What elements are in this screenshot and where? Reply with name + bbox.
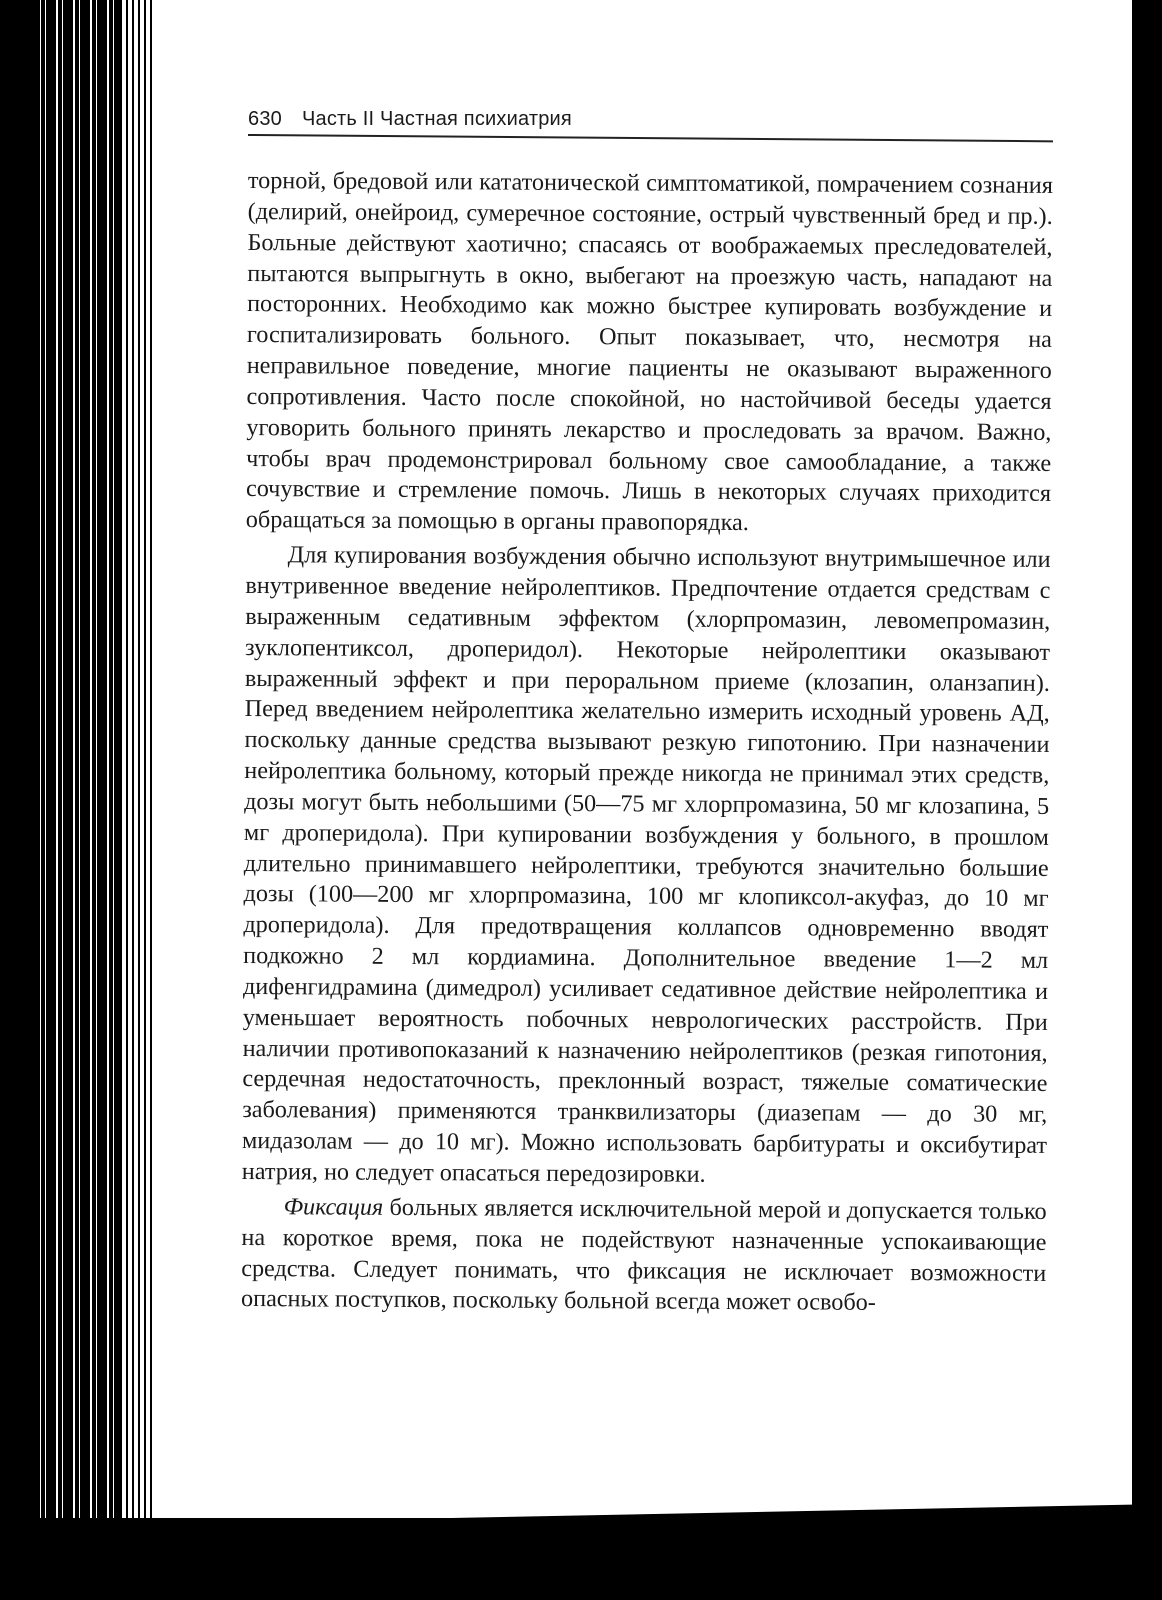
running-header (248, 108, 1048, 131)
paragraph-3 (241, 1192, 1047, 1320)
paragraph-3-text: больных является исключительной мерой и допускается только на короткое время, пока не подействуют назначенные успокаивающие средства. Следует понимать, что фиксация не исключает возможности опасных поступков, поскольку больной всегда может освобо- (240, 1193, 1047, 1317)
paragraph-2: Для купирования возбуждения обычно используют внутримышечное или внутривенное введение нейролептиков. Предпочтение отдается средствам с выраженным седативным эффектом (хлорпромазин, левомепромазин, зуклопентиксол, дроперидол). Некоторые нейролептики оказывают выраженный эффект и при пероральном приеме (клозапин, оланзапин). Перед введением нейролептика желательно измерить исходный уровень АД, поскольку данные средства вызывают резкую гипотонию. При назначении нейролептика больному, который прежде никогда не принимал этих средств, дозы могут быть небольшими (50—75 мг хлорпромазина, 50 мг клозапина, 5 мг дроперидола). При купировании возбуждения у больного, в прошлом длительно принимавшего нейролептики, требуются значительно большие дозы (100—200 мг хлорпромазина, 100 мг клопиксол-акуфаз, до 10 мг дроперидола). Для предотвращения коллапсов одновременно вводят подкожно 2 мл кордиамина. Дополнительное введение 1—2 мл дифенгидрамина (димедрол) усиливает седативное действие нейролептика и уменьшает вероятность побочных неврологических расстройств. При наличии противопоказаний к назначению нейролептиков (резкая гипотония, сердечная недостаточность, преклонный возраст, тяжелые соматические заболевания) применяются транквилизаторы (диазепам — до 30 мг, мидазолам — до 10 мг). Можно использовать барбитураты и оксибутират натрия, но следует опасаться передозировки. (241, 541, 1051, 1188)
page-number: 630 (248, 108, 282, 130)
page-body (241, 166, 1053, 1320)
book-edge-left-fade (120, 0, 154, 1600)
paragraph-1: торной, бредовой или кататонической симптоматикой, помрачением сознания (делирий, онейроид, сумеречное состояние, острый чувственный бред и пр.). Больные действуют хаотично; спасаясь от воображаемых преследователей, пытаются выпрыгнуть в окно, выбегают на проезжую часть, нападают на посторонних. Необходимо как можно быстрее купировать возбуждение и госпитализировать больного. Опыт показывает, что, несмотря на неправильное поведение, многие пациенты не оказывают выраженного сопротивления. Часто после спокойной, но настойчивой беседы удается уговорить больного принять лекарство и проследовать за врачом. Важно, чтобы врач продемонстрировал больному свое самообладание, а также сочувствие и стремление помочь. Лишь в некоторых случаях приходится обращаться за помощью в органы правопорядка. (245, 166, 1053, 537)
book-edge-right (1132, 0, 1162, 1600)
book-edge-bottom (0, 1518, 1162, 1600)
paragraph-3-term: Фиксация (283, 1193, 384, 1221)
header-rule (248, 134, 1053, 142)
book-edge-left-shadow (0, 0, 40, 1600)
running-title: Часть II Частная психиатрия (301, 108, 572, 130)
